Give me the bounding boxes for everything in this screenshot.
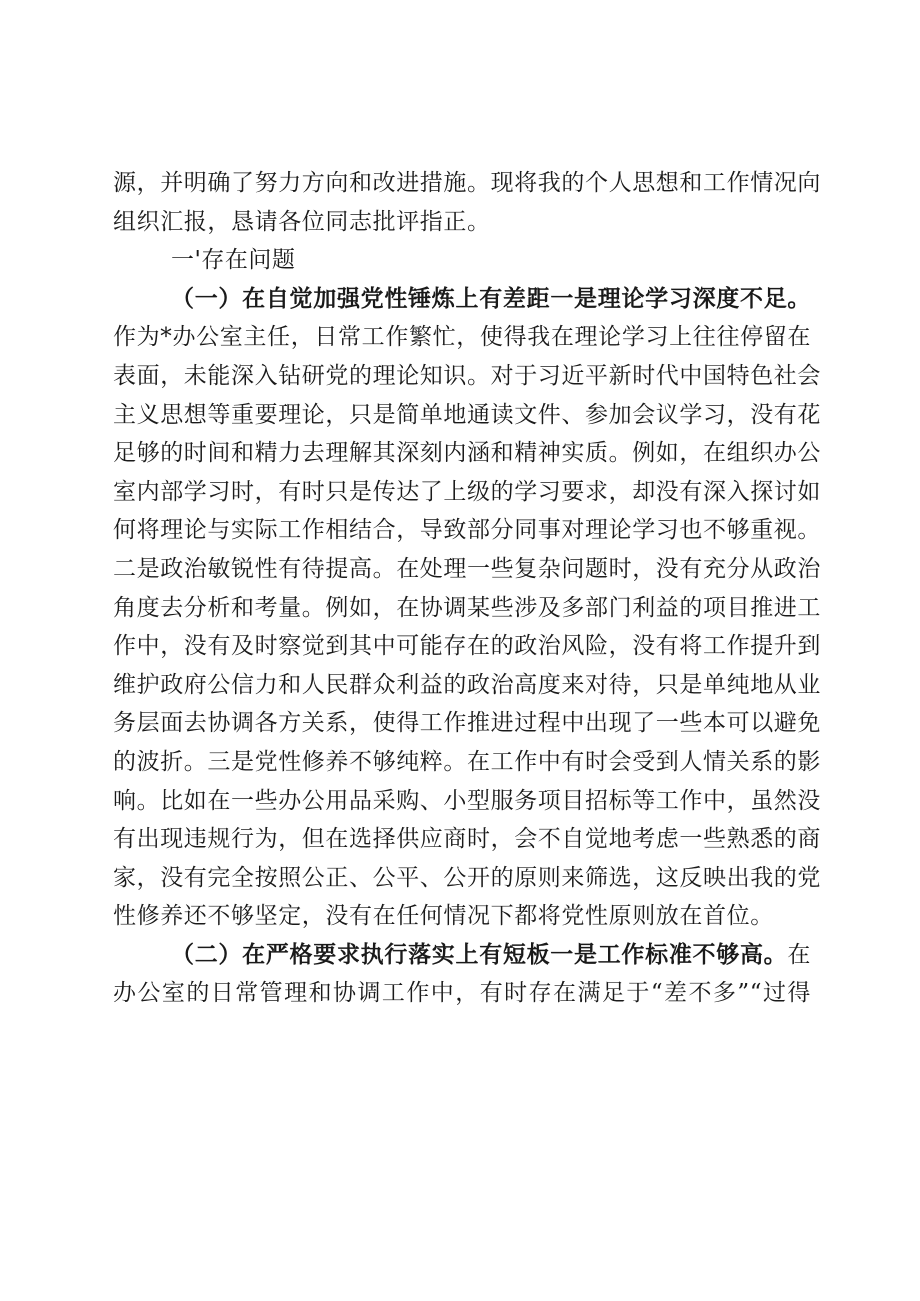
text-line: 表面，未能深入钻研党的理论知识。对于习近平新时代中国特色社会	[113, 362, 821, 389]
text-line: 有出现违规行为，但在选择供应商时，会不自觉地考虑一些熟悉的商	[113, 826, 821, 853]
text-line: 维护政府公信力和人民群众利益的政治高度来对待，只是单纯地从业	[113, 671, 821, 698]
text-line: 家，没有完全按照公正、公平、公开的原则来筛选，这反映出我的党	[113, 864, 821, 891]
section-heading-problems	[113, 241, 811, 280]
text-line: 响。比如在一些办公用品采购、小型服务项目招标等工作中，虽然没	[113, 787, 821, 814]
text-line: 角度去分析和考量。例如，在协调某些涉及多部门利益的项目推进工	[113, 594, 821, 621]
text-line: 二是政治敏锐性有待提高。在处理一些复杂问题时，没有充分从政治	[113, 555, 821, 582]
intro-paragraph	[113, 164, 821, 241]
text-fragment: 在	[787, 941, 811, 968]
subsection-heading-line	[113, 936, 811, 975]
text-line: 组织汇报，恳请各位同志批评指正。	[113, 208, 491, 235]
text-line: 源，并明确了努力方向和改进措施。现将我的个人思想和工作情况向	[113, 170, 821, 196]
subsection-heading: （二）在严格要求执行落实上有短板一是工作标准不够高。	[171, 940, 788, 968]
text-line: 何将理论与实际工作相结合，导致部分同事对理论学习也不够重视。	[113, 517, 821, 544]
subsection-2	[113, 936, 811, 1013]
section-heading: 一'存在问题	[171, 247, 296, 274]
text-line: 作为*办公室主任，日常工作繁忙，使得我在理论学习上往往停留在	[113, 324, 811, 351]
text-line: 性修养还不够坚定，没有在任何情况下都将党性原则放在首位。	[113, 903, 774, 930]
text-line: 作中，没有及时察觉到其中可能存在的政治风险，没有将工作提升到	[113, 633, 821, 660]
text-line: 足够的时间和精力去理解其深刻内涵和精神实质。例如，在组织办公	[113, 440, 821, 467]
subsection-heading: （一）在自觉加强党性锤炼上有差距一是理论学习深度不足。	[171, 284, 811, 312]
text-line: 主义思想等重要理论，只是简单地通读文件、参加会议学习，没有花	[113, 401, 821, 428]
text-line: 办公室的日常管理和协调工作中，有时存在满足于“差不多”“过得	[113, 980, 811, 1007]
text-line: 室内部学习时，有时只是传达了上级的学习要求，却没有深入探讨如	[113, 478, 821, 505]
subsection-1	[113, 280, 821, 936]
document-body	[113, 164, 821, 1013]
text-line: 的波折。三是党性修养不够纯粹。在工作中有时会受到人情关系的影	[113, 748, 821, 775]
text-line: 务层面去协调各方关系，使得工作推进过程中出现了一些本可以避免	[113, 710, 821, 737]
